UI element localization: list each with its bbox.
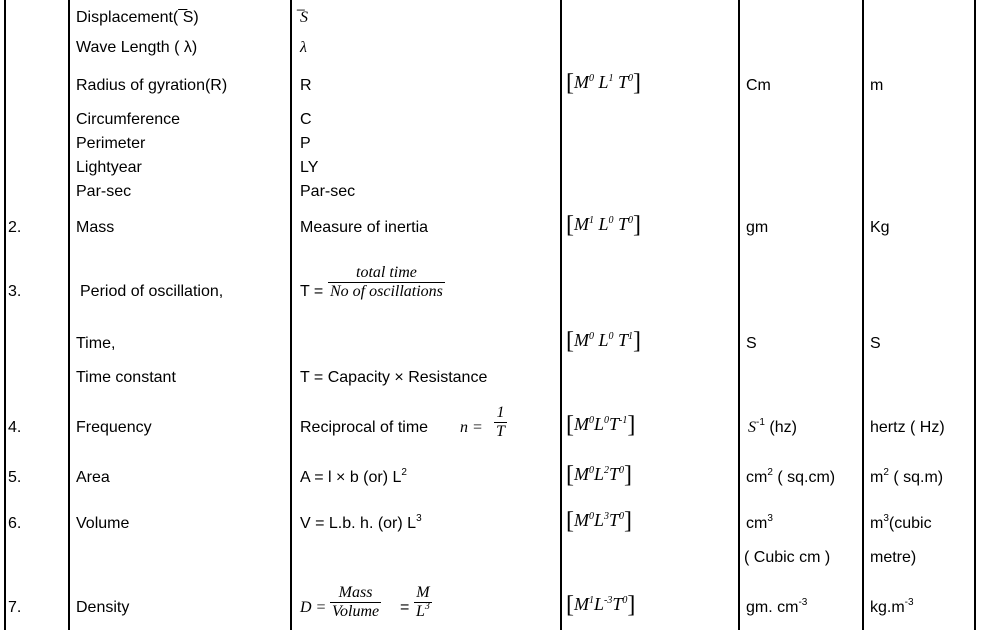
formula-cell: A = l × b (or) $L^2$ [300, 467, 407, 486]
quantity-cell: Time, [76, 335, 116, 352]
row-number: 3. [8, 283, 22, 300]
quantity-cell: Volume [76, 515, 130, 532]
quantity-cell: Wave Length ( λ) [76, 39, 198, 56]
fraction-numerator: total time [356, 264, 417, 281]
row-number: 4. [8, 419, 22, 436]
si-unit: Kg [870, 219, 890, 236]
quantity-cell: Radius of gyration(R) [76, 77, 228, 94]
quantity-cell: Displacement( ̅S) [76, 9, 199, 26]
cgs-unit: Cm [746, 77, 771, 94]
si-unit: S [870, 335, 881, 352]
formula-cell: Par-sec [300, 183, 356, 200]
formula-prefix: Reciprocal of time [300, 419, 429, 436]
row-number: 2. [8, 219, 22, 236]
cgs-unit: $S^{-1}$ (hz) [748, 417, 797, 436]
row-number: 7. [8, 599, 22, 616]
quantity-cell: Period of oscillation, [80, 283, 224, 300]
formula-cell: λ [300, 39, 307, 56]
formula-cell: Measure of inertia [300, 219, 429, 236]
dimension-formula: [$M^0$ $L^1$ $T^0$] [566, 70, 642, 96]
column-line [974, 0, 976, 630]
fraction [494, 404, 507, 441]
column-line [560, 0, 562, 630]
quantity-cell: Density [76, 599, 130, 616]
formula-cell: R [300, 77, 312, 94]
formula-prefix: T = [300, 283, 324, 300]
fraction-denominator: $L^3$ [416, 601, 430, 620]
equals-sign: = [400, 599, 410, 616]
row-number: 5. [8, 469, 22, 486]
column-line [4, 0, 6, 630]
formula-variable: n = [460, 419, 483, 436]
quantity-cell: Par-sec [76, 183, 132, 200]
si-unit: $m^2$ ( sq.m) [870, 467, 944, 486]
quantity-cell: Perimeter [76, 135, 146, 152]
dimension-formula: $[M^0L^2T^0]$ [566, 462, 633, 488]
si-unit-line2: metre) [870, 549, 917, 566]
quantity-cell: Circumference [76, 111, 181, 128]
dimension-formula: [$M^1$ $L^0$ $T^0$] [566, 212, 642, 238]
cgs-unit: gm [746, 219, 769, 236]
cgs-unit: S [746, 335, 757, 352]
fraction-numerator: 1 [496, 404, 505, 421]
quantity-cell: Time constant [76, 369, 176, 386]
formula-variable: D = [300, 599, 327, 616]
dimension-formula: $[M^1L^{-3}T^0]$ [566, 592, 636, 618]
fraction [330, 584, 381, 621]
formula-cell: V = L.b. h. (or) $L^3$ [300, 513, 422, 532]
column-line [290, 0, 292, 630]
quantity-cell: Lightyear [76, 159, 142, 176]
cgs-unit: $cm^3$ [746, 513, 773, 532]
formula-cell: ̅S [300, 9, 308, 26]
fraction-denominator: No of oscillations [330, 283, 443, 300]
row-number: 6. [8, 515, 22, 532]
quantity-cell: Mass [76, 219, 115, 236]
formula-cell: P [300, 135, 311, 152]
formula-cell: C [300, 111, 312, 128]
formula-cell: LY [300, 159, 319, 176]
fraction-denominator: T [496, 423, 505, 440]
dimension-formula: $[M^0L^0T^{-1}]$ [566, 412, 636, 438]
si-unit: $kg.m^{-3}$ [870, 597, 914, 616]
cgs-unit: $cm^2$ ( sq.cm) [746, 467, 836, 486]
formula-cell: T = Capacity × Resistance [300, 369, 488, 386]
fraction-denominator: Volume [332, 603, 380, 620]
quantity-cell: Area [76, 469, 110, 486]
si-unit: hertz ( Hz) [870, 419, 945, 436]
column-line [738, 0, 740, 630]
fraction [328, 264, 445, 301]
si-unit: m [870, 77, 884, 94]
cgs-unit: gm. $cm^{-3}$ [746, 597, 808, 616]
fraction-numerator: Mass [338, 584, 373, 601]
si-unit: $m^3(cubic$ [870, 513, 932, 532]
column-line [862, 0, 864, 630]
dimension-formula: [$M^0$ $L^0$ $T^1$] [566, 328, 642, 354]
fraction-numerator: M [416, 584, 430, 601]
column-line [68, 0, 70, 630]
quantity-cell: Frequency [76, 419, 152, 436]
fraction [414, 584, 432, 621]
cgs-unit-line2: ( Cubic cm ) [744, 549, 831, 566]
dimension-formula: $[M^0L^3T^0]$ [566, 508, 633, 534]
